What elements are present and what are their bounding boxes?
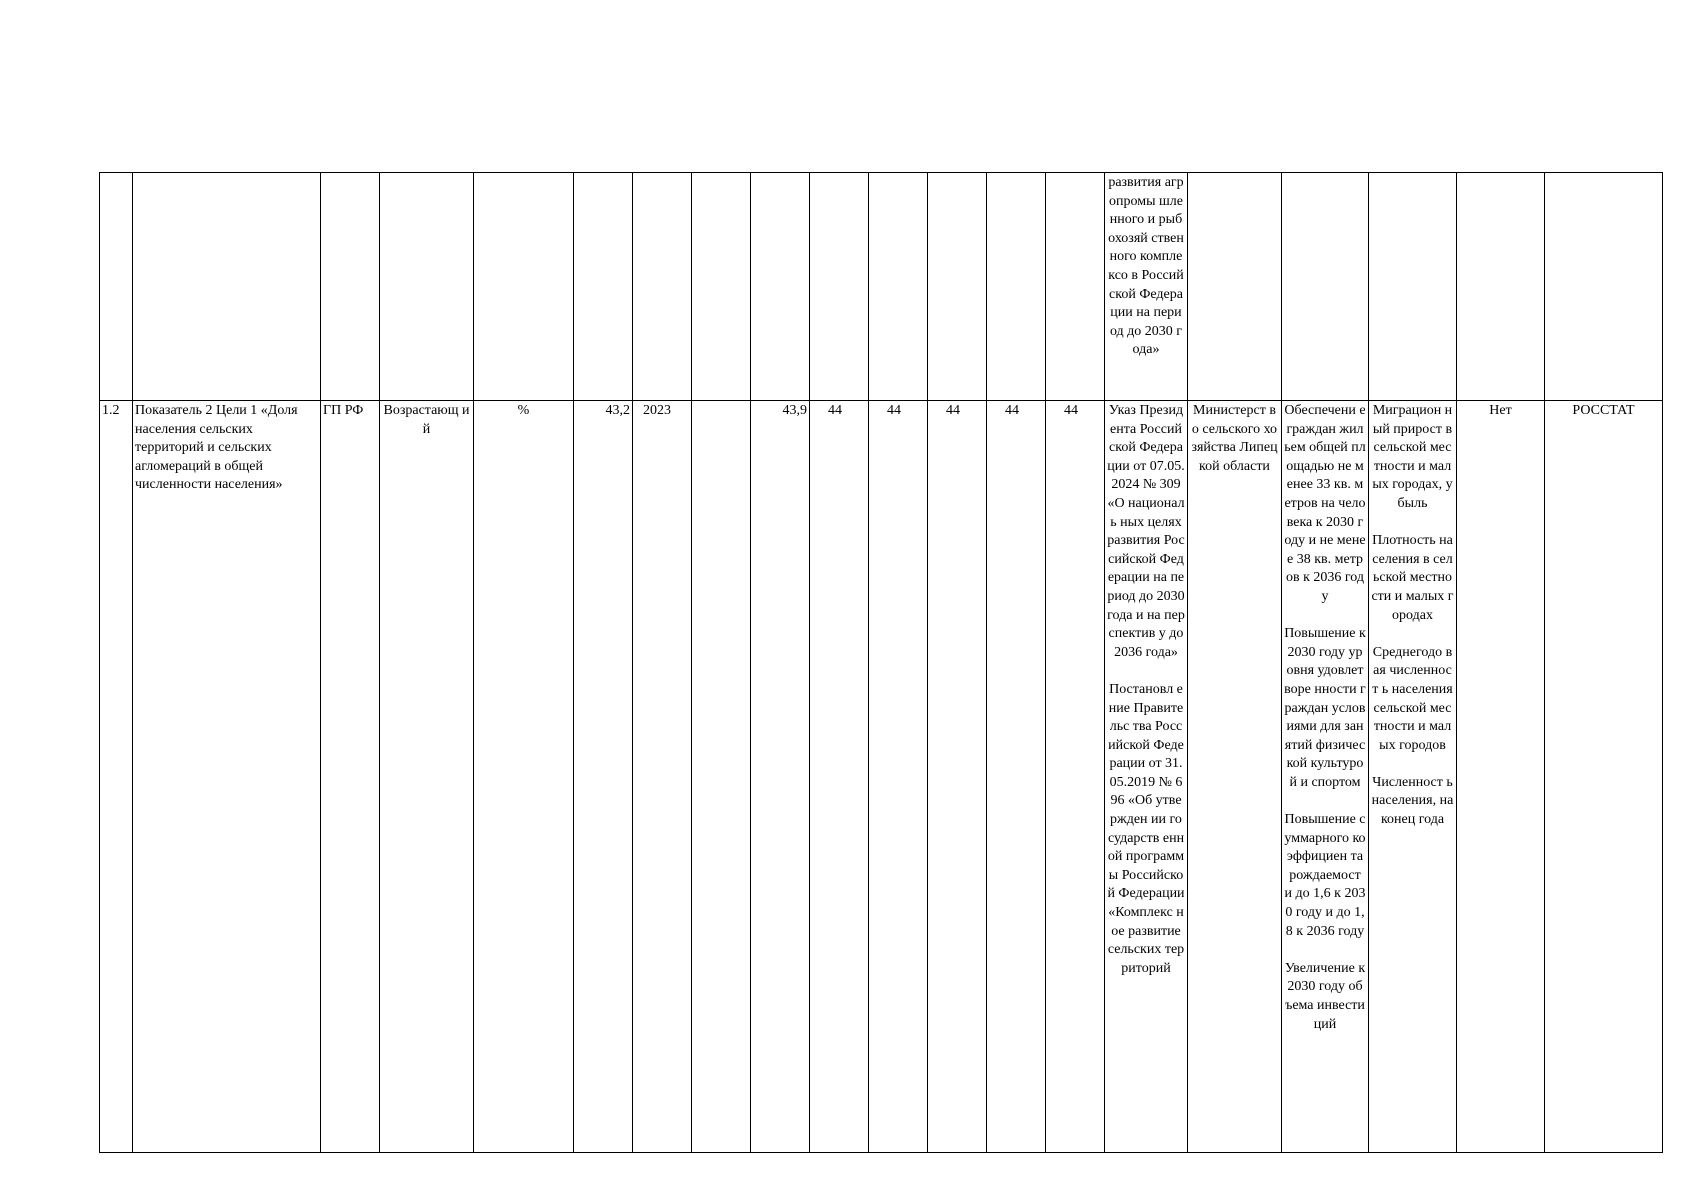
cell-v5 [987,173,1046,401]
cell-source [1545,173,1663,401]
cell-gis: Нет [1457,401,1545,1153]
cell-responsible [1188,173,1282,401]
cell-gis [1457,173,1545,401]
cell-linked [1369,173,1457,401]
cell-v5: 44 [987,401,1046,1153]
cell-unit [474,173,574,401]
cell-v2 [810,173,869,401]
cell-responsible: Министерст во сельского хозяйства Липецкой области [1188,401,1282,1153]
cell-empty [692,401,751,1153]
table-row-indicator [100,401,1663,1153]
cell-goals: Обеспечени е граждан жильем общей площадью не менее 33 кв. метров на человека к 2030 году и не менее 38 кв. метров к 2036 году Повышение к 2030 году уровня удовлетворе нности граждан условиями для занятий физической культурой и спортом Повышение суммарного коэффициен та рождаемост и до 1,6 к 2030 году и до 1,8 к 2036 году Увеличение к 2030 году объема инвестиций [1282,401,1369,1153]
cell-v4: 44 [928,401,987,1153]
cell-v6: 44 [1046,401,1105,1153]
cell-trend [380,173,474,401]
cell-name: Показатель 2 Цели 1 «Доля населения сельских территорий и сельских агломераций в общей численности населения» [133,401,321,1153]
cell-base-year: 2023 [633,401,692,1153]
cell-v1: 43,9 [751,401,810,1153]
cell-base-value: 43,2 [574,401,633,1153]
table-row-continuation [100,173,1663,401]
cell-linked: Миграцион ный прирост в сельской местности и малых городах, убыль Плотность населения в сельской местности и малых городах Среднегодо вая численност ь населения сельской местности и малых городов Численност ь населения, на конец года [1369,401,1457,1153]
cell-v6 [1046,173,1105,401]
cell-name [133,173,321,401]
cell-source: РОССТАТ [1545,401,1663,1153]
cell-num [100,173,133,401]
cell-v3 [869,173,928,401]
cell-base-year [633,173,692,401]
cell-docs: развития агропромы шленного и рыбохозяй ственного комплексо в Российской Федерации на период до 2030 года» [1105,173,1188,401]
cell-trend: Возрастающ ий [380,401,474,1153]
cell-goals [1282,173,1369,401]
indicators-table [99,172,1663,1153]
cell-v2: 44 [810,401,869,1153]
cell-docs: Указ Президента Российской Федерации от 07.05.2024 № 309 «О националь ных целях развития Российской Федерации на период до 2030 года и на перспектив у до 2036 года» Постановл ение Правительс тва Российской Федерации от 31.05.2019 № 696 «Об утвержден ии государств енной программы Российской Федерации «Комплекс ное развитие сельских территорий [1105,401,1188,1153]
cell-level [321,173,380,401]
cell-unit: % [474,401,574,1153]
cell-empty [692,173,751,401]
cell-v1 [751,173,810,401]
cell-level: ГП РФ [321,401,380,1153]
cell-v3: 44 [869,401,928,1153]
cell-base-value [574,173,633,401]
cell-v4 [928,173,987,401]
cell-num: 1.2 [100,401,133,1153]
